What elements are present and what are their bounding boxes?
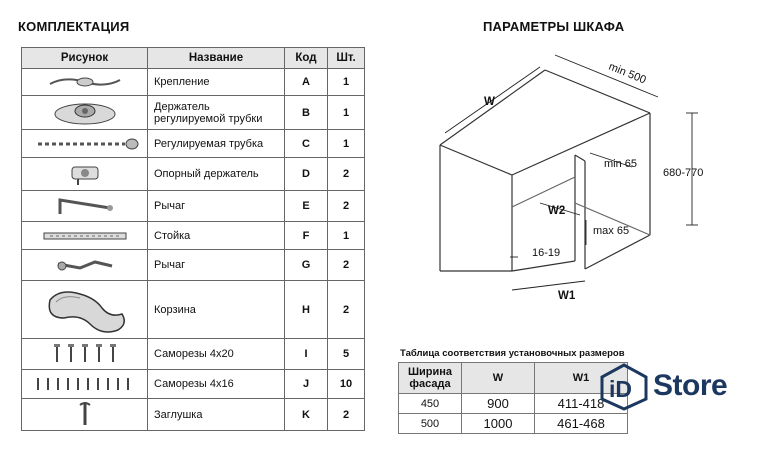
w1-value: 461-468 [535, 414, 628, 434]
w-value: 900 [462, 394, 535, 414]
table-row [399, 394, 628, 414]
item-code: B [285, 96, 328, 130]
label-w2: W2 [548, 205, 566, 217]
item-name: Корзина [148, 281, 285, 339]
item-qty: 2 [328, 399, 365, 431]
tube-holder-icon [50, 99, 120, 127]
facade-value: 500 [399, 414, 462, 434]
item-qty: 2 [328, 158, 365, 191]
table-row [22, 130, 365, 158]
item-qty: 2 [328, 250, 365, 281]
label-max65: max 65 [593, 225, 630, 237]
table-row [22, 158, 365, 191]
col-code: Код [285, 48, 328, 69]
item-qty: 1 [328, 69, 365, 96]
item-qty: 1 [328, 96, 365, 130]
label-depth: min 500 [606, 60, 648, 87]
adjustable-tube-icon [30, 136, 140, 152]
kit-heading: КОМПЛЕКТАЦИЯ [18, 19, 130, 34]
basket-icon [40, 284, 130, 336]
col-picture: Рисунок [22, 48, 148, 69]
table-row [22, 69, 365, 96]
w1-value: 411-418 [535, 394, 628, 414]
kit-table-header [22, 48, 365, 69]
item-qty: 2 [328, 281, 365, 339]
label-height: 680-770 [663, 167, 704, 179]
table-row [22, 339, 365, 370]
support-holder-icon [60, 161, 110, 187]
item-code: K [285, 399, 328, 431]
col-w1: W1 [535, 363, 628, 394]
table-row [22, 399, 365, 431]
item-code: I [285, 339, 328, 370]
label-w1: W1 [558, 290, 576, 302]
item-name: Держатель регулируемой трубки [148, 96, 285, 130]
facade-value: 450 [399, 394, 462, 414]
item-qty: 1 [328, 130, 365, 158]
table-row [22, 96, 365, 130]
correspondence-caption: Таблица соответствия установочных размеров [400, 348, 625, 359]
item-qty: 10 [328, 370, 365, 399]
item-code: C [285, 130, 328, 158]
col-name: Название [148, 48, 285, 69]
item-qty: 2 [328, 191, 365, 222]
mount-icon [45, 72, 125, 92]
screws-4x20-icon [45, 342, 125, 366]
table-row [22, 250, 365, 281]
item-code: E [285, 191, 328, 222]
brand-letter: iD [609, 376, 632, 402]
table-row [22, 370, 365, 399]
item-name: Опорный держатель [148, 158, 285, 191]
kit-table [21, 47, 365, 431]
brand-logo [598, 363, 748, 411]
brand-mark-icon [598, 363, 650, 411]
table-row [22, 281, 365, 339]
item-name: Заглушка [148, 399, 285, 431]
label-offset: 16-19 [532, 247, 561, 259]
correspondence-header [399, 363, 628, 394]
col-facade: Ширина фасада [399, 363, 462, 394]
label-w: W [484, 96, 495, 108]
brand-name: Store [653, 369, 728, 402]
item-code: D [285, 158, 328, 191]
item-code: F [285, 222, 328, 250]
lever-g-icon [50, 254, 120, 276]
col-qty: Шт. [328, 48, 365, 69]
item-code: H [285, 281, 328, 339]
cabinet-params-heading: ПАРАМЕТРЫ ШКАФА [483, 19, 625, 34]
item-name: Рычаг [148, 250, 285, 281]
lever-icon [50, 194, 120, 218]
cabinet-diagram [400, 45, 730, 310]
label-min65: min 65 [604, 158, 638, 170]
rack-icon [40, 230, 130, 242]
item-name: Стойка [148, 222, 285, 250]
cap-icon [70, 401, 100, 429]
item-qty: 1 [328, 222, 365, 250]
item-name: Саморезы 4х20 [148, 339, 285, 370]
screws-4x16-icon [30, 374, 140, 394]
item-name: Саморезы 4х16 [148, 370, 285, 399]
item-name: Рычаг [148, 191, 285, 222]
item-code: G [285, 250, 328, 281]
table-row [22, 191, 365, 222]
item-name: Крепление [148, 69, 285, 96]
correspondence-table [398, 362, 628, 434]
col-w: W [462, 363, 535, 394]
table-row [22, 222, 365, 250]
w-value: 1000 [462, 414, 535, 434]
item-code: J [285, 370, 328, 399]
item-name: Регулируемая трубка [148, 130, 285, 158]
item-code: A [285, 69, 328, 96]
item-qty: 5 [328, 339, 365, 370]
table-row [399, 414, 628, 434]
